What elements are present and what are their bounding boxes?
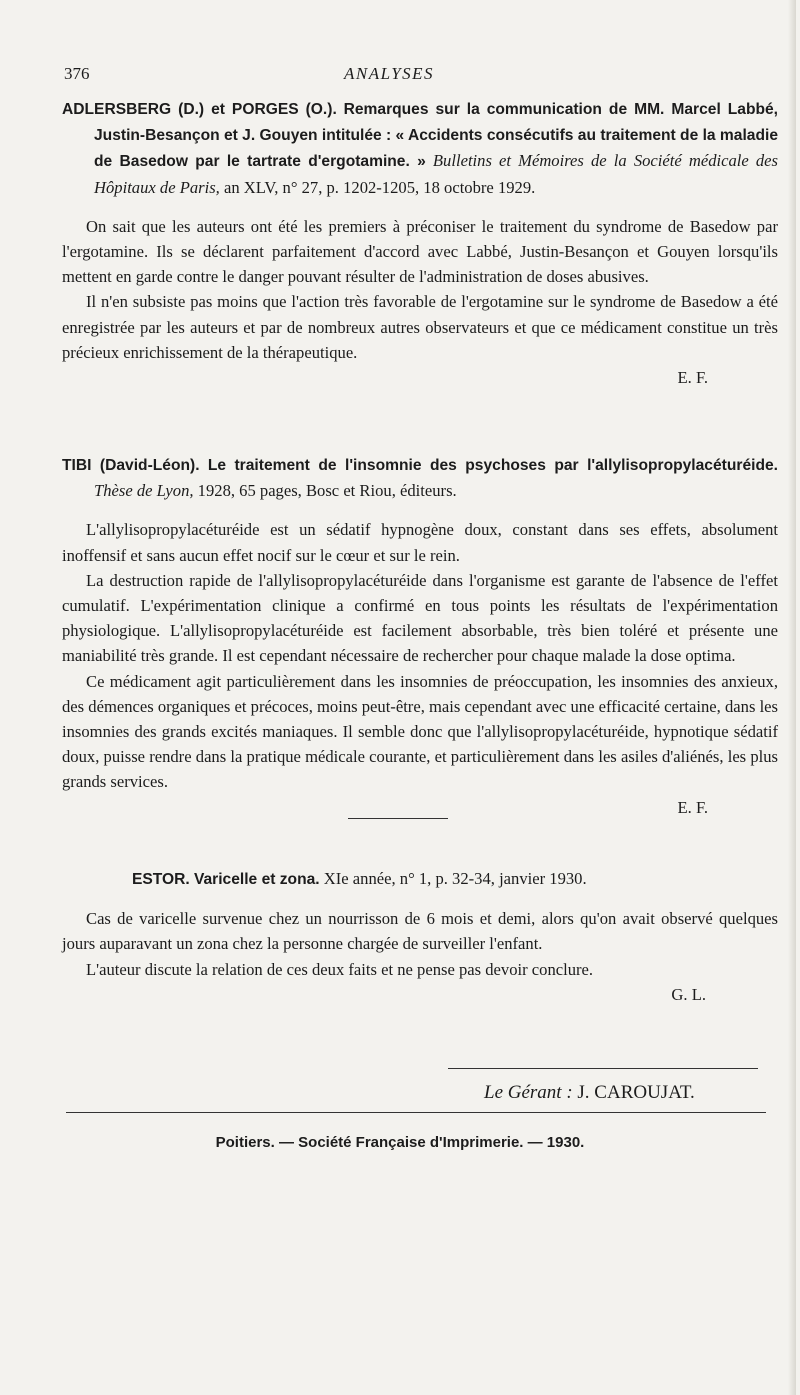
- gerant-rule: [448, 1068, 758, 1069]
- article-adlersberg: [62, 96, 778, 390]
- gerant-name: J. CAROUJAT.: [577, 1082, 695, 1103]
- article-title: Varicelle et zona.: [193, 871, 320, 888]
- running-title: ANALYSES: [343, 64, 435, 83]
- article-paragraph: Ce médicament agit particulièrement dans les insomnies de préoccupation, les insomnies des anxieux, des démences organiques et précoces, moins peut-être, mais cependant avec une efficacité certaine, dans les insomnies des grands excités maniaques. Il semble donc que l'allylisopropylacéturéide, hypnotique sédatif doux, puisse rendre dans la pratique médicale courante, et particulièrement dans les asiles d'aliénés, les plus grands services.: [62, 671, 778, 792]
- article-authors: ADLERSBERG (D.) et PORGES (O.).: [62, 101, 337, 118]
- article-signature: E. F.: [677, 368, 708, 388]
- footer-rule: [66, 1112, 766, 1113]
- article-reference: XIe année, n° 1, p. 32-34, janvier 1930.: [323, 869, 587, 888]
- article-authors: ESTOR.: [132, 871, 190, 888]
- page-number: 376: [64, 64, 90, 83]
- article-signature: G. L.: [671, 984, 706, 1004]
- article-paragraph: On sait que les auteurs ont été les premiers à préconiser le traitement du syndrome de Basedow par l'ergotamine. Ils se déclarent parfaitement d'accord avec Labbé, Justin-Besançon et Gouyen lorsqu'ils mettent en garde contre le danger pouvant résulter de l'administration de doses abusives.: [62, 216, 778, 287]
- page-header: [64, 64, 714, 86]
- article-authors: TIBI (David-Léon).: [62, 457, 200, 474]
- article-heading: [62, 96, 778, 200]
- printer-imprint: Poitiers. — Société Française d'Imprimerie. — 1930.: [215, 1134, 585, 1151]
- article-tibi: [62, 452, 778, 820]
- article-paragraph: L'allylisopropylacéturéide est un sédatif hypnogène doux, constant dans ses effets, absolument inoffensif et sans aucun effet nocif sur le cœur et sur le rein.: [62, 520, 778, 565]
- section-divider: [348, 818, 448, 819]
- article-heading: [62, 866, 778, 892]
- article-reference: an XLV, n° 27, p. 1202-1205, 18 octobre 1929.: [223, 177, 536, 197]
- article-reference: 1928, 65 pages, Bosc et Riou, éditeurs.: [197, 481, 457, 501]
- page-edge-shadow: [788, 0, 796, 1395]
- article-heading: [62, 452, 778, 503]
- article-title: Le traitement de l'insomnie des psychoses par l'allylisopropylacéturéide.: [207, 457, 778, 474]
- gerant-line: [484, 1082, 695, 1104]
- gerant-label: Le Gérant :: [484, 1082, 573, 1103]
- article-journal: Bulletins et Mémoires de la Société médicale des Hôpitaux de Paris,: [94, 151, 778, 197]
- article-estor: [62, 866, 778, 1007]
- article-paragraph: Cas de varicelle survenue chez un nourrisson de 6 mois et demi, alors qu'on avait observé quelques jours auparavant un zona chez la personne chargée de surveiller l'enfant.: [62, 909, 778, 954]
- article-paragraph: L'auteur discute la relation de ces deux faits et ne pense pas devoir conclure.: [86, 959, 594, 979]
- article-paragraph: La destruction rapide de l'allylisopropylacéturéide dans l'organisme est garante de l'absence de l'effet cumulatif. L'expérimentation clinique a confirmé en tous points les résultats de l'expérimentation physiologique. L'allylisopropylacéturéide est facilement absorbable, très bien toléré et présente une maniabilité très grande. Il est cependant nécessaire de rechercher pour chaque malade la dose optima.: [62, 570, 778, 666]
- article-journal: Thèse de Lyon,: [94, 481, 194, 501]
- article-title: Remarques sur la communication de MM. Marcel Labbé, Justin-Besançon et J. Gouyen intitulée : « Accidents consécutifs au traitement de la maladie de Basedow par le tartrate d'ergotamine. »: [94, 101, 778, 171]
- article-signature: E. F.: [677, 797, 708, 817]
- article-paragraph: Il n'en subsiste pas moins que l'action très favorable de l'ergotamine sur le syndrome de Basedow a été enregistrée par les auteurs et par de nombreux autres observateurs et que ce médicament constitue un très précieux enrichissement de la thérapeutique.: [62, 292, 778, 362]
